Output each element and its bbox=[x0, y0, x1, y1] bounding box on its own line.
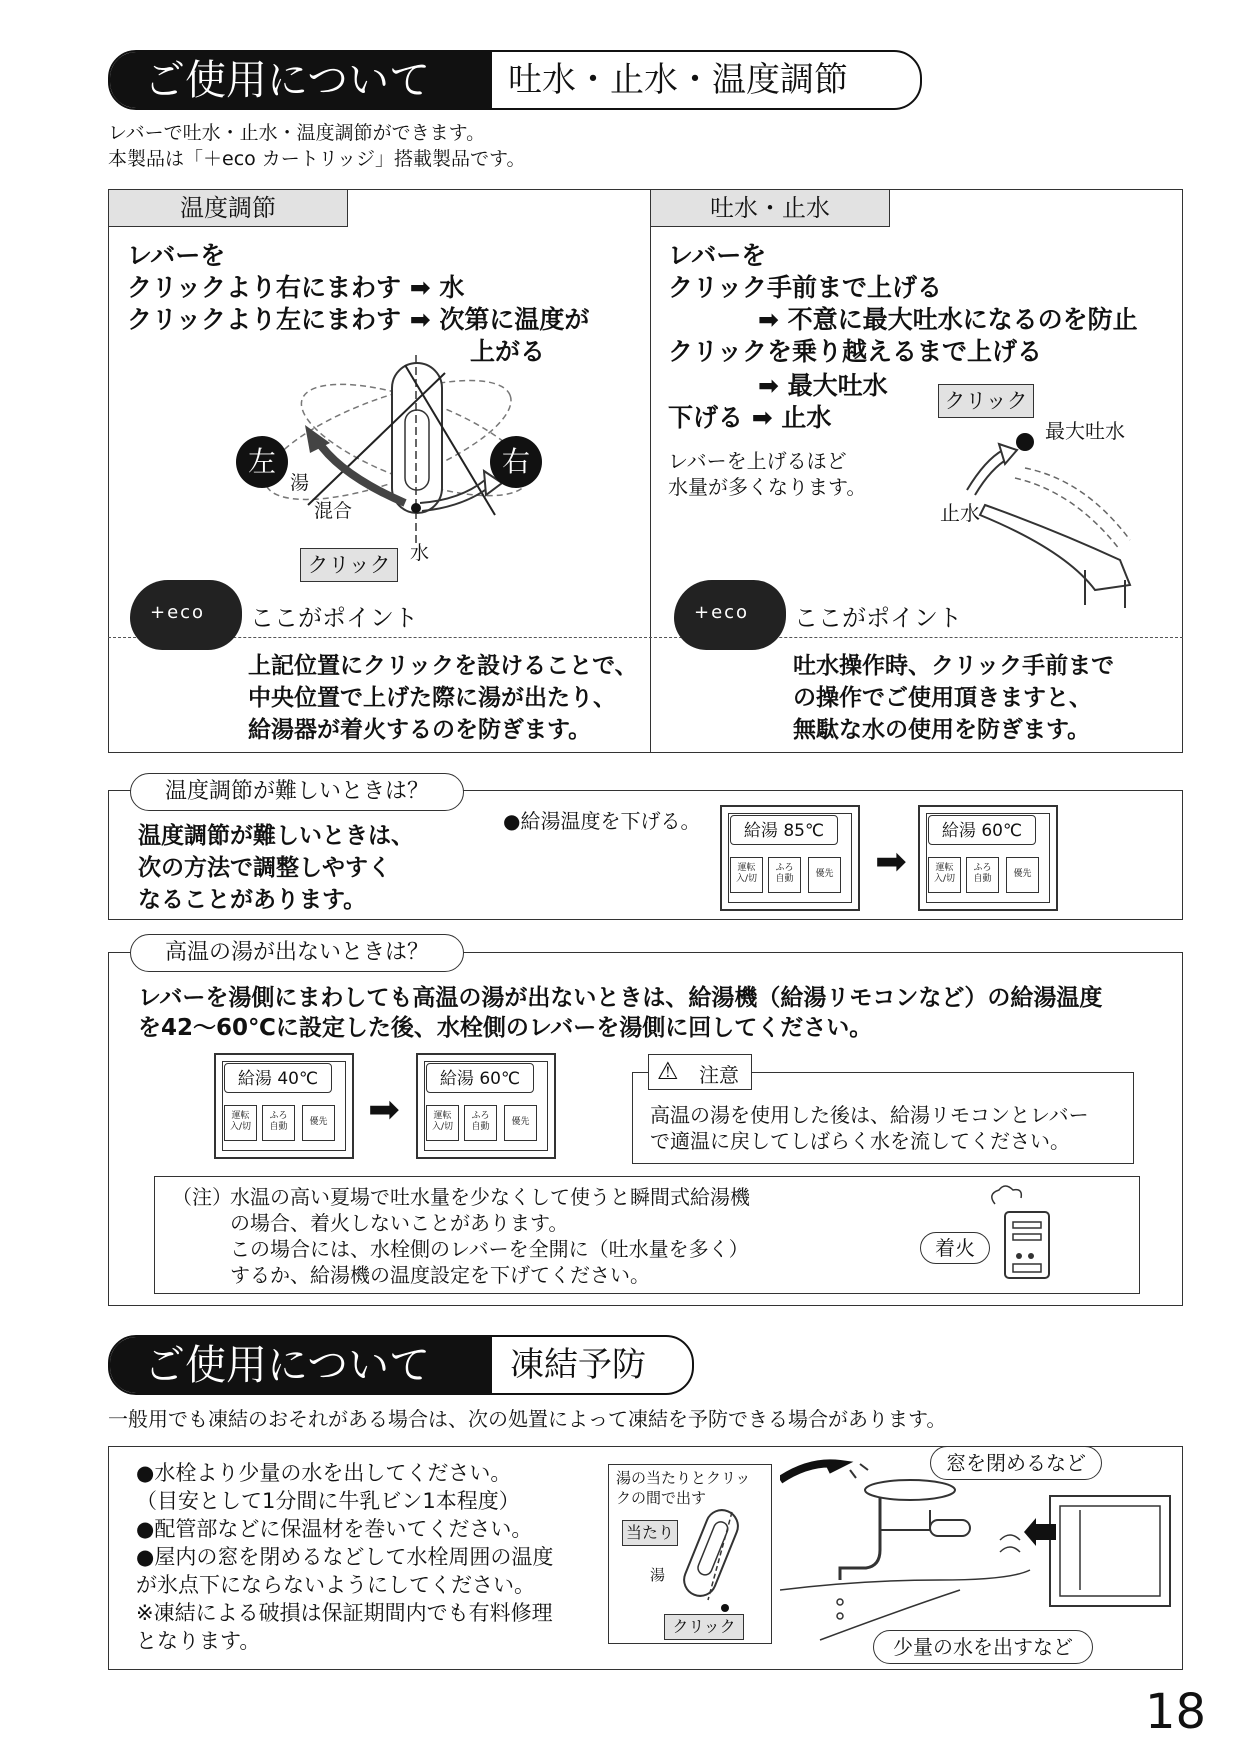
label-mix: 混合 bbox=[314, 500, 353, 522]
remote-button-priority: 優先 bbox=[808, 857, 841, 893]
remote-button-priority: 優先 bbox=[1006, 857, 1039, 893]
remote-button-bath: ふろ 自動 bbox=[464, 1105, 497, 1141]
eco-logo-text: +eco bbox=[150, 602, 206, 623]
panel-divider bbox=[650, 189, 651, 753]
flow-line-6: 下げる ➡ 止水 bbox=[668, 403, 832, 432]
page-number: 18 bbox=[1145, 1684, 1207, 1740]
point-text-1: 吐水操作時、クリック手前まで bbox=[793, 653, 1115, 679]
note-text-2: の場合、着火しないことがあります。 bbox=[230, 1211, 569, 1235]
section-subtitle: 吐水・止水・温度調節 bbox=[508, 60, 848, 100]
freeze-bullet-1b: （目安として1分間に牛乳ビン1本程度） bbox=[136, 1489, 520, 1513]
note-prefix: （注） bbox=[172, 1185, 232, 1209]
flow-note-1: レバーを上げるほど bbox=[668, 449, 847, 473]
caution-text-1: 高温の湯を使用した後は、給湯リモコンとレバー bbox=[650, 1103, 1089, 1127]
remote-button-bath: ふろ 自動 bbox=[768, 857, 801, 893]
water-heater-icon bbox=[975, 1184, 1055, 1284]
remote-button-bath: ふろ 自動 bbox=[262, 1105, 295, 1141]
drip-diagram-text-1: 湯の当たりとクリッ bbox=[616, 1469, 751, 1487]
drip-diagram-hot: 湯 bbox=[650, 1566, 666, 1584]
section-subtitle: 凍結予防 bbox=[510, 1345, 646, 1385]
window-label: 窓を閉めるなど bbox=[930, 1446, 1102, 1480]
temp-line-4: 上がる bbox=[470, 337, 546, 366]
remote-display: 給湯 60℃ bbox=[426, 1063, 534, 1093]
no-hot-text-2: を42〜60℃に設定した後、水栓側のレバーを湯側に回してください。 bbox=[138, 1015, 873, 1041]
label-max-flow: 最大吐水 bbox=[1045, 419, 1125, 443]
remote-button-priority: 優先 bbox=[504, 1105, 537, 1141]
label-water: 水 bbox=[410, 542, 430, 564]
flow-line-1: レバーを bbox=[668, 241, 767, 270]
hard-temp-bullet: ●給湯温度を下げる。 bbox=[503, 809, 701, 833]
section-title: ご使用について bbox=[110, 52, 492, 108]
remote-button-power: 運転 入/切 bbox=[224, 1105, 257, 1141]
click-tag: クリック bbox=[300, 548, 398, 582]
point-text-2: 中央位置で上げた際に湯が出たり、 bbox=[248, 685, 616, 711]
lever-lift-diagram bbox=[955, 420, 1155, 610]
note-text-4: するか、給湯機の温度設定を下げてください。 bbox=[230, 1263, 650, 1287]
remote-display: 給湯 85℃ bbox=[730, 815, 838, 845]
hard-temp-text-3: なることがあります。 bbox=[138, 887, 367, 913]
water-label: 少量の水を出すなど bbox=[873, 1630, 1093, 1664]
flow-line-3: ➡ 不意に最大吐水になるのを防止 bbox=[758, 305, 1138, 334]
freeze-bullet-4: ※凍結による破損は保証期間内でも有料修理 bbox=[136, 1601, 553, 1625]
point-text-1: 上記位置にクリックを設けることで、 bbox=[248, 653, 638, 679]
flow-line-4: クリックを乗り越えるまで上げる bbox=[668, 337, 1043, 366]
caution-text-2: で適温に戻してしばらく水を流してください。 bbox=[650, 1129, 1070, 1153]
right-badge: 右 bbox=[490, 436, 542, 488]
remote-after bbox=[416, 1053, 556, 1159]
label-stop: 止水 bbox=[940, 501, 980, 525]
label-hot: 湯 bbox=[290, 472, 310, 494]
intro-line-2: 本製品は「＋eco カートリッジ」搭載製品です。 bbox=[108, 148, 526, 170]
temp-line-3: クリックより左にまわす ➡ 次第に温度が bbox=[127, 305, 590, 334]
temp-line-2: クリックより右にまわす ➡ 水 bbox=[127, 273, 465, 302]
section-header bbox=[108, 1335, 694, 1395]
caution-tag bbox=[648, 1054, 752, 1090]
click-tag: クリック bbox=[938, 384, 1034, 418]
section-title: ご使用について bbox=[110, 1337, 492, 1393]
freeze-bullet-2: ●配管部などに保温材を巻いてください。 bbox=[136, 1517, 533, 1541]
flow-note-2: 水量が多くなります。 bbox=[668, 475, 867, 499]
flow-line-2: クリック手前まで上げる bbox=[668, 273, 943, 302]
freeze-bullet-3b: が氷点下にならないようにしてください。 bbox=[136, 1573, 535, 1597]
freeze-bullet-1: ●水栓より少量の水を出してください。 bbox=[136, 1461, 512, 1485]
caution-title: 注意 bbox=[699, 1063, 739, 1087]
eco-logo bbox=[674, 580, 786, 650]
remote-button-priority: 優先 bbox=[302, 1105, 335, 1141]
remote-button-power: 運転 入/切 bbox=[928, 857, 961, 893]
arrow-right-icon: ➡ bbox=[368, 1087, 400, 1131]
freeze-bullet-4b: となります。 bbox=[136, 1629, 261, 1653]
arrow-right-icon: ➡ bbox=[875, 839, 907, 883]
hard-temp-title: 温度調節が難しいときは？ bbox=[130, 773, 464, 811]
remote-display: 給湯 60℃ bbox=[928, 815, 1036, 845]
no-hot-text-1: レバーを湯側にまわしても高温の湯が出ないときは、給湯機（給湯リモコンなど）の給湯温度 bbox=[138, 985, 1103, 1011]
note-text-3: この場合には、水栓側のレバーを全開に（吐水量を多く） bbox=[230, 1237, 749, 1261]
lever-drip-diagram bbox=[680, 1508, 750, 1618]
remote-before bbox=[214, 1053, 354, 1159]
hard-temp-text-1: 温度調節が難しいときは、 bbox=[138, 823, 414, 849]
freeze-bullet-3: ●屋内の窓を閉めるなどして水栓周囲の温度 bbox=[136, 1545, 554, 1569]
remote-button-power: 運転 入/切 bbox=[426, 1105, 459, 1141]
remote-button-power: 運転 入/切 bbox=[730, 857, 763, 893]
eco-logo-text: +eco bbox=[694, 602, 750, 623]
point-title: ここがポイント bbox=[250, 604, 418, 632]
remote-before bbox=[720, 805, 860, 911]
intro-line-1: レバーで吐水・止水・温度調節ができます。 bbox=[108, 122, 486, 144]
flow-line-5: ➡ 最大吐水 bbox=[758, 371, 888, 400]
hard-temp-text-2: 次の方法で調整しやすく bbox=[138, 855, 391, 881]
point-text-2: の操作でご使用頂きますと、 bbox=[793, 685, 1092, 711]
point-text-3: 無駄な水の使用を防ぎます。 bbox=[793, 717, 1091, 743]
section-header bbox=[108, 50, 922, 110]
click-tag: クリック bbox=[664, 1614, 744, 1640]
temp-line-1: レバーを bbox=[127, 241, 226, 270]
freeze-intro: 一般用でも凍結のおそれがある場合は、次の処置によって凍結を予防できる場合があります。 bbox=[108, 1407, 947, 1431]
remote-after bbox=[918, 805, 1058, 911]
ignite-label: 着火 bbox=[920, 1232, 990, 1264]
remote-button-bath: ふろ 自動 bbox=[966, 857, 999, 893]
eco-logo bbox=[130, 580, 242, 650]
point-title: ここがポイント bbox=[794, 604, 962, 632]
contact-tag: 当たり bbox=[622, 1520, 678, 1546]
flow-heading: 吐水・止水 bbox=[650, 189, 890, 227]
warning-icon: ⚠ bbox=[657, 1057, 679, 1085]
remote-display: 給湯 40℃ bbox=[224, 1063, 332, 1093]
note-text-1: 水温の高い夏場で吐水量を少なくして使うと瞬間式給湯機 bbox=[230, 1185, 750, 1209]
point-dashed-line bbox=[108, 637, 1183, 638]
temp-heading: 温度調節 bbox=[108, 189, 348, 227]
left-badge: 左 bbox=[236, 436, 288, 488]
no-hot-title: 高温の湯が出ないときは？ bbox=[130, 934, 464, 972]
drip-diagram-text-2: クの間で出す bbox=[616, 1489, 707, 1507]
point-text-3: 給湯器が着火するのを防ぎます。 bbox=[248, 717, 592, 743]
